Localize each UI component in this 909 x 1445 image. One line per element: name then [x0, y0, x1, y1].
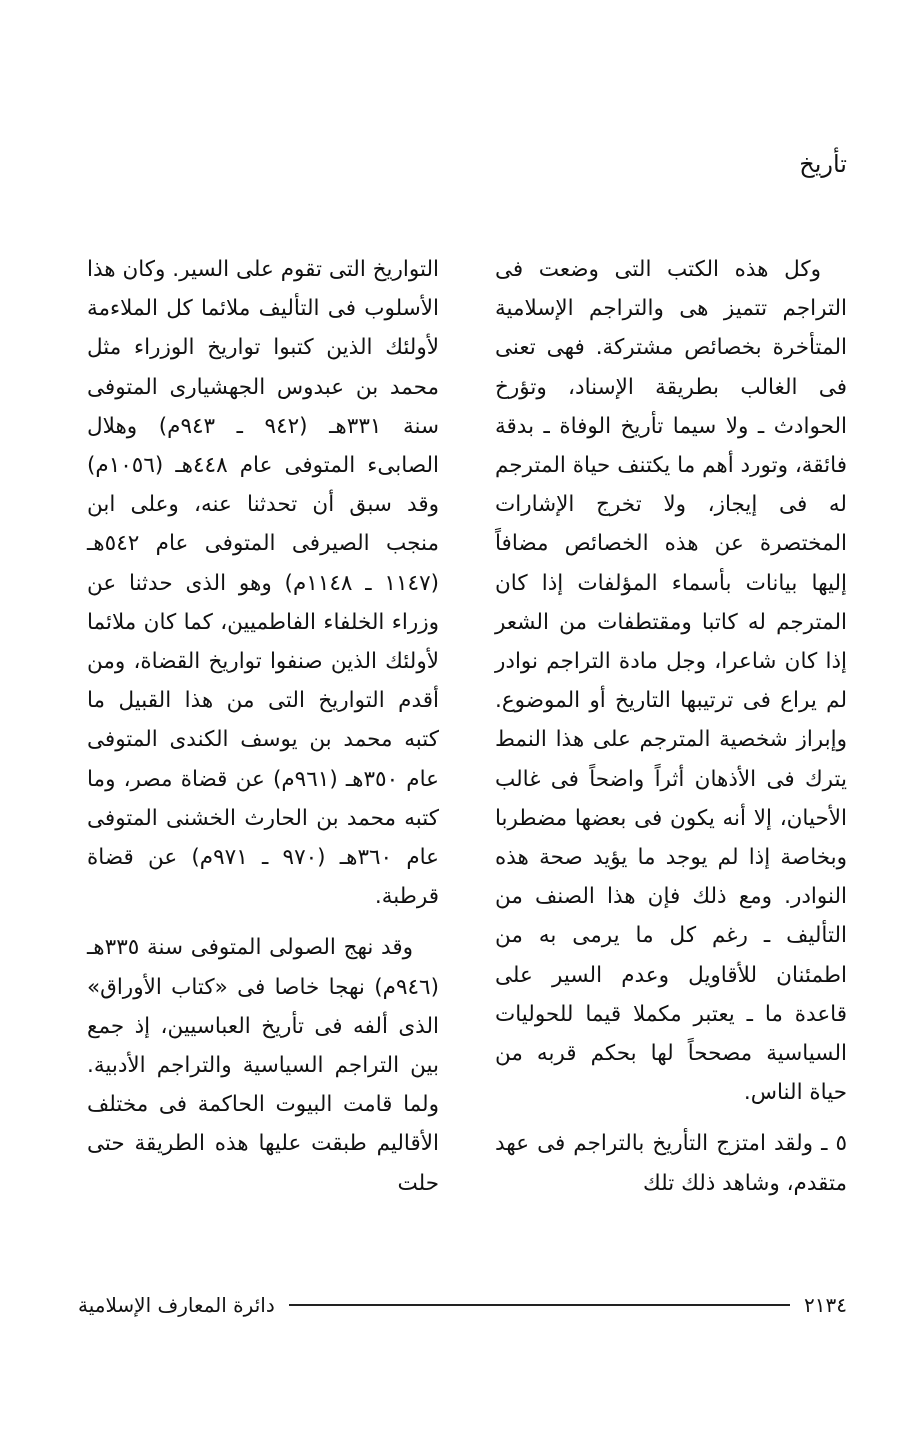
left-text-column [87, 250, 439, 1215]
paragraph: التواريخ التى تقوم على السير. وكان هذا الأسلوب فى التأليف ملائما كل الملاءمة لأولئك الذين كتبوا تواريخ الوزراء مثل محمد بن عبدوس الجهشيارى المتوفى سنة ٣٣١هـ (٩٤٢ ـ ٩٤٣م) وهلال الصابىء المتوفى عام ٤٤٨هـ (١٠٥٦م) وقد سبق أن تحدثنا عنه، وعلى ابن منجب الصيرفى المتوفى عام ٥٤٢هـ (١١٤٧ ـ ١١٤٨م) وهو الذى حدثنا عن وزراء الخلفاء الفاطميين، كما كان ملائما لأولئك الذين صنفوا تواريخ القضاة، ومن أقدم التواريخ التى من هذا القبيل ما كتبه محمد بن يوسف الكندى المتوفى عام ٣٥٠هـ (٩٦١م) عن قضاة مصر، وما كتبه محمد بن الحارث الخشنى المتوفى عام ٣٦٠هـ (٩٧٠ ـ ٩٧١م) عن قضاة قرطبة. [87, 257, 440, 910]
footer-rule [289, 1304, 790, 1306]
paragraph: ٥ ـ ولقد امتزج التأريخ بالتراجم فى عهد متقدم، وشاهد ذلك تلك [495, 1131, 847, 1196]
page-number: ٢١٣٤ [804, 1293, 847, 1317]
running-header: تأريخ [799, 150, 847, 178]
publication-title: دائرة المعارف الإسلامية [78, 1293, 275, 1317]
right-text-column [495, 250, 847, 1215]
paragraph: وكل هذه الكتب التى وضعت فى التراجم تتميز هى والتراجم الإسلامية المتأخرة بخصائص مشتركة. فهى تعنى فى الغالب بطريقة الإسناد، وتؤرخ الحوادث ـ ولا سيما تأريخ الوفاة ـ بدقة فائقة، وتورد أهم ما يكتنف حياة المترجم له فى إيجاز، ولا تخرج الإشارات المختصرة عن هذه الخصائص مضافاً إليها بيانات بأسماء المؤلفات إذا كان المترجم له كاتبا ومقتطفات من الشعر إذا كان شاعرا، وجل مادة التراجم نوادر لم يراع فى ترتيبها التاريخ أو الموضوع. وإبراز شخصية المترجم على هذا النمط يترك فى الأذهان أثراً واضحاً فى غالب الأحيان، إلا أنه يكون فى بعضها مضطربا وبخاصة إذا لم يوجد ما يؤيد صحة هذه النوادر. ومع ذلك فإن هذا الصنف من التأليف ـ رغم كل ما يرمى به من اطمئنان للأقاويل وعدم السير على قاعدة ما ـ يعتبر مكملا قيما للحوليات السياسية مصححاً لها بحكم قربه من حياة الناس. [495, 257, 847, 1106]
page-footer [78, 1290, 847, 1320]
paragraph: وقد نهج الصولى المتوفى سنة ٣٣٥هـ (٩٤٦م) نهجا خاصا فى «كتاب الأوراق» الذى ألفه فى تأريخ العباسيين، إذ جمع بين التراجم السياسية والتراجم الأدبية. ولما قامت البيوت الحاكمة فى مختلف الأقاليم طبقت عليها هذه الطريقة حتى حلت [87, 935, 439, 1196]
